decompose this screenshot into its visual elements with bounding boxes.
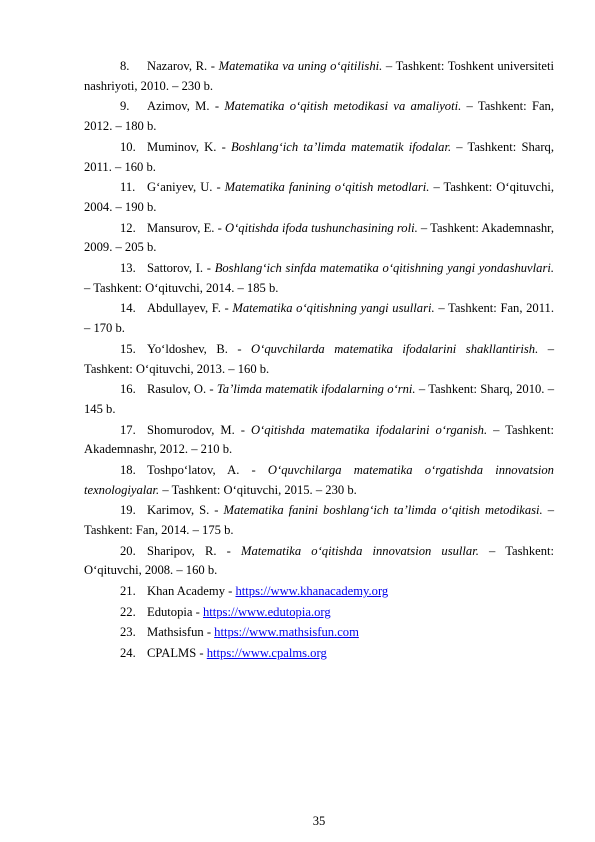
reference-item-10 bbox=[84, 138, 554, 178]
reference-site-name: Khan Academy - bbox=[147, 584, 233, 599]
reference-number: 17. bbox=[120, 422, 136, 437]
reference-title: Matematika o‘qitishda innovatsion usullar. bbox=[241, 543, 479, 558]
reference-publisher: – Tashkent: Akademnashr, 2009. – 205 b. bbox=[84, 220, 555, 255]
reference-number: 20. bbox=[120, 543, 136, 558]
reference-title: Ta’limda matematik ifodalarning o‘rni. bbox=[216, 382, 416, 397]
reference-item-23 bbox=[84, 623, 554, 643]
reference-item-11 bbox=[84, 178, 554, 218]
reference-title: Matematika va uning o‘qitilishi. bbox=[218, 59, 383, 73]
reference-publisher: – Tashkent: Toshkent universiteti nashriyoti, 2010. – 230 b. bbox=[84, 59, 554, 93]
reference-number: 23. bbox=[120, 625, 136, 640]
reference-title: O‘quvchilarga matematika o‘rgatishda innovatsion texnologiyalar. bbox=[84, 462, 554, 497]
reference-author: Sharipov, R. - bbox=[147, 543, 231, 558]
reference-item-18 bbox=[84, 461, 554, 501]
reference-item-12 bbox=[84, 219, 554, 259]
khan-academy-link[interactable]: https://www.khanacademy.org bbox=[235, 584, 389, 599]
reference-author: Abdullayev, F. - bbox=[147, 301, 229, 316]
reference-item-22 bbox=[84, 603, 554, 623]
reference-item-16 bbox=[84, 380, 554, 420]
reference-number: 22. bbox=[120, 604, 136, 619]
reference-item-8 bbox=[84, 57, 554, 97]
reference-publisher: – Tashkent: Fan, 2012. – 180 b. bbox=[84, 99, 555, 134]
reference-site-name: Mathsisfun - bbox=[147, 625, 212, 640]
reference-title: Boshlang‘ich sinfda matematika o‘qitishning yangi yondashuvlari. bbox=[214, 260, 554, 275]
reference-number: 24. bbox=[120, 645, 136, 660]
reference-publisher: – Tashkent: Sharq, 2011. – 160 b. bbox=[84, 139, 554, 174]
reference-author: Shomurodov, M. - bbox=[147, 422, 245, 437]
reference-item-24 bbox=[84, 644, 554, 664]
reference-number: 12. bbox=[120, 220, 136, 235]
edutopia-link[interactable]: https://www.edutopia.org bbox=[202, 604, 331, 619]
reference-item-17 bbox=[84, 421, 554, 461]
reference-author: Toshpo‘latov, A. - bbox=[147, 462, 256, 477]
reference-list bbox=[84, 57, 554, 664]
reference-author: Yo‘ldoshev, B. - bbox=[147, 341, 242, 356]
reference-publisher: – Tashkent: Sharq, 2010. – 145 b. bbox=[84, 382, 555, 416]
reference-publisher: – Tashkent: O‘qituvchi, 2004. – 190 b. bbox=[84, 180, 555, 214]
reference-number: 11. bbox=[120, 180, 136, 195]
reference-number: 18. bbox=[120, 462, 136, 477]
reference-publisher: – Tashkent: O‘qituvchi, 2014. – 185 b. bbox=[84, 280, 279, 295]
reference-number: 9. bbox=[120, 99, 130, 114]
reference-number: 16. bbox=[120, 382, 136, 397]
reference-publisher: – Tashkent: Fan, 2014. – 175 b. bbox=[84, 503, 554, 538]
reference-number: 14. bbox=[120, 301, 136, 316]
reference-item-19 bbox=[84, 501, 554, 541]
reference-item-21 bbox=[84, 582, 554, 602]
reference-title: Matematika fanini boshlang‘ich ta’limda o‘qitish metodikasi. bbox=[223, 503, 543, 518]
reference-number: 8. bbox=[120, 59, 130, 73]
reference-item-14 bbox=[84, 299, 554, 339]
reference-number: 13. bbox=[120, 260, 136, 275]
reference-title: Matematika fanining o‘qitish metodlari. bbox=[224, 180, 430, 195]
reference-publisher: – Tashkent: Fan, 2011. – 170 b. bbox=[84, 301, 554, 336]
reference-author: Rasulov, O. - bbox=[147, 382, 214, 397]
reference-title: O‘qitishda matematika ifodalarini o‘rganish. bbox=[250, 422, 488, 437]
mathsisfun-link[interactable]: https://www.mathsisfun.com bbox=[214, 625, 359, 640]
cpalms-link[interactable]: https://www.cpalms.org bbox=[206, 645, 327, 660]
reference-item-9 bbox=[84, 97, 554, 137]
reference-number: 19. bbox=[120, 503, 136, 518]
reference-site-name: CPALMS - bbox=[147, 645, 204, 660]
reference-author: Muminov, K. - bbox=[147, 139, 226, 154]
reference-title: Matematika o‘qitish metodikasi va amaliyoti. bbox=[224, 99, 462, 114]
reference-title: Boshlang‘ich ta’limda matematik ifodalar. bbox=[230, 139, 452, 154]
reference-item-20 bbox=[84, 542, 554, 582]
reference-title: Matematika o‘qitishning yangi usullari. bbox=[232, 301, 435, 316]
reference-author: Nazarov, R. - bbox=[147, 59, 215, 73]
reference-title: O‘quvchilarda matematika ifodalarini shakllantirish. bbox=[251, 341, 539, 356]
reference-number: 10. bbox=[120, 139, 136, 154]
reference-publisher: – Tashkent: O‘qituvchi, 2015. – 230 b. bbox=[162, 482, 357, 497]
reference-author: Sattorov, I. - bbox=[147, 260, 211, 275]
reference-item-15 bbox=[84, 340, 554, 380]
reference-item-13 bbox=[84, 259, 554, 299]
reference-author: Karimov, S. - bbox=[147, 503, 219, 518]
reference-number: 15. bbox=[120, 341, 136, 356]
reference-author: G‘aniyev, U. - bbox=[147, 180, 221, 195]
reference-number: 21. bbox=[120, 584, 136, 599]
reference-author: Azimov, M. - bbox=[147, 99, 220, 114]
reference-publisher: – Tashkent: O‘qituvchi, 2013. – 160 b. bbox=[84, 341, 554, 376]
reference-publisher: – Tashkent: Akademnashr, 2012. – 210 b. bbox=[84, 422, 554, 457]
reference-author: Mansurov, E. - bbox=[147, 220, 222, 235]
reference-site-name: Edutopia - bbox=[147, 604, 200, 619]
reference-publisher: – Tashkent: O‘qituvchi, 2008. – 160 b. bbox=[84, 543, 555, 578]
page-number: 35 bbox=[312, 814, 326, 828]
reference-title: O‘qitishda ifoda tushunchasining roli. bbox=[224, 220, 418, 235]
